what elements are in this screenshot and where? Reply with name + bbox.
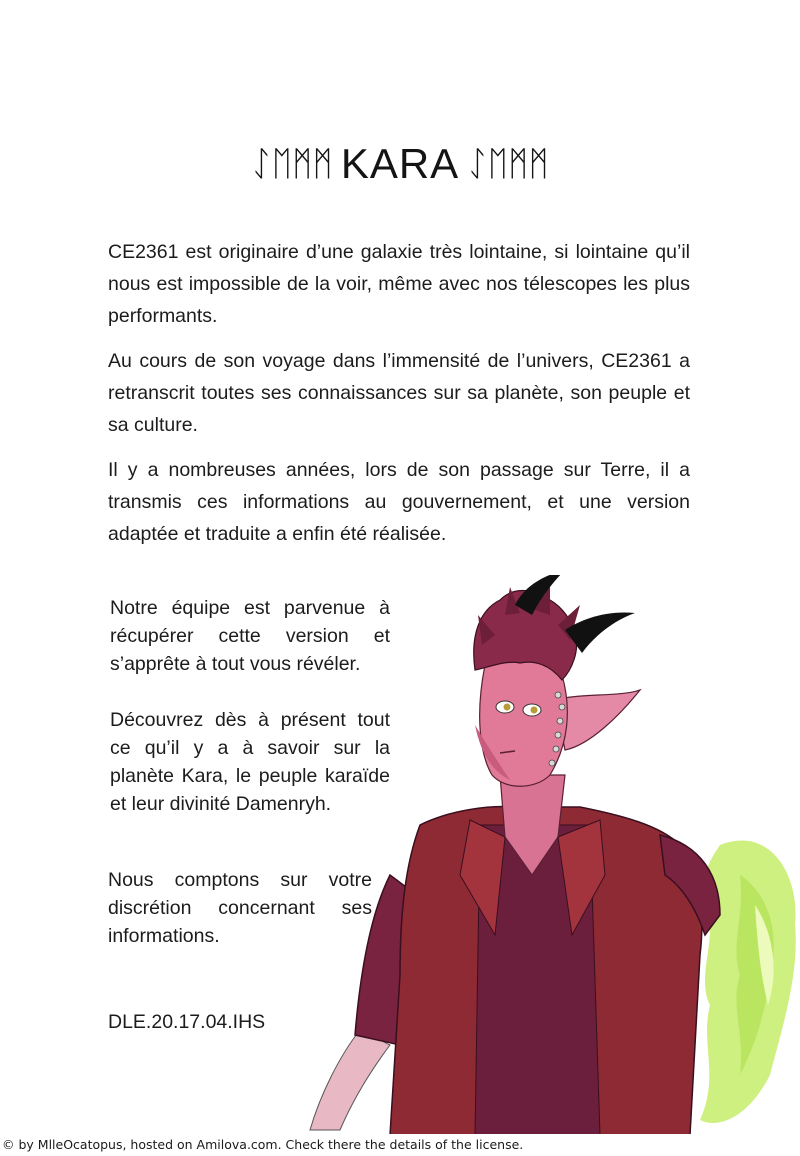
- face: [480, 658, 568, 786]
- title-runes-right: ᛇᛖᛗᛗ: [467, 144, 549, 184]
- title-name: KARA: [340, 140, 460, 187]
- intro-paragraph-2: Au cours de son voyage dans l’immensité de l’univers, CE2361 a retranscrit toutes ses connaissances sur sa planète, son peuple et sa culture.: [108, 350, 690, 436]
- page-title: [0, 140, 800, 188]
- side-paragraph-3: Nous comptons sur votre discrétion concernant ses informations.: [108, 869, 372, 947]
- side-paragraph-1: Notre équipe est parvenue à récupérer cette version et s’apprête à tout vous révéler.: [110, 597, 390, 675]
- license-footer: © by MlleOcatopus, hosted on Amilova.com. Check there the details of the license.: [0, 1134, 800, 1156]
- intro-paragraph-3: Il y a nombreuses années, lors de son passage sur Terre, il a transmis ces informations au gouvernement, et une version adaptée et traduite a enfin été réalisée.: [108, 459, 690, 545]
- character-illustration: [300, 575, 800, 1135]
- signature-code: DLE.20.17.04.IHS: [108, 1011, 266, 1033]
- side-paragraph-2: Découvrez dès à présent tout ce qu’il y a à savoir sur la planète Kara, le peuple karaïde et leur divinité Damenryh.: [110, 709, 390, 815]
- intro-text: [108, 236, 690, 563]
- left-arm: [310, 1030, 390, 1130]
- intro-paragraph-1: CE2361 est originaire d’une galaxie très lointaine, si lointaine qu’il nous est impossible de la voir, même avec nos télescopes les plus performants.: [108, 241, 690, 327]
- title-runes-left: ᛇᛖᛗᛗ: [251, 144, 333, 184]
- pointed-ear: [555, 690, 640, 750]
